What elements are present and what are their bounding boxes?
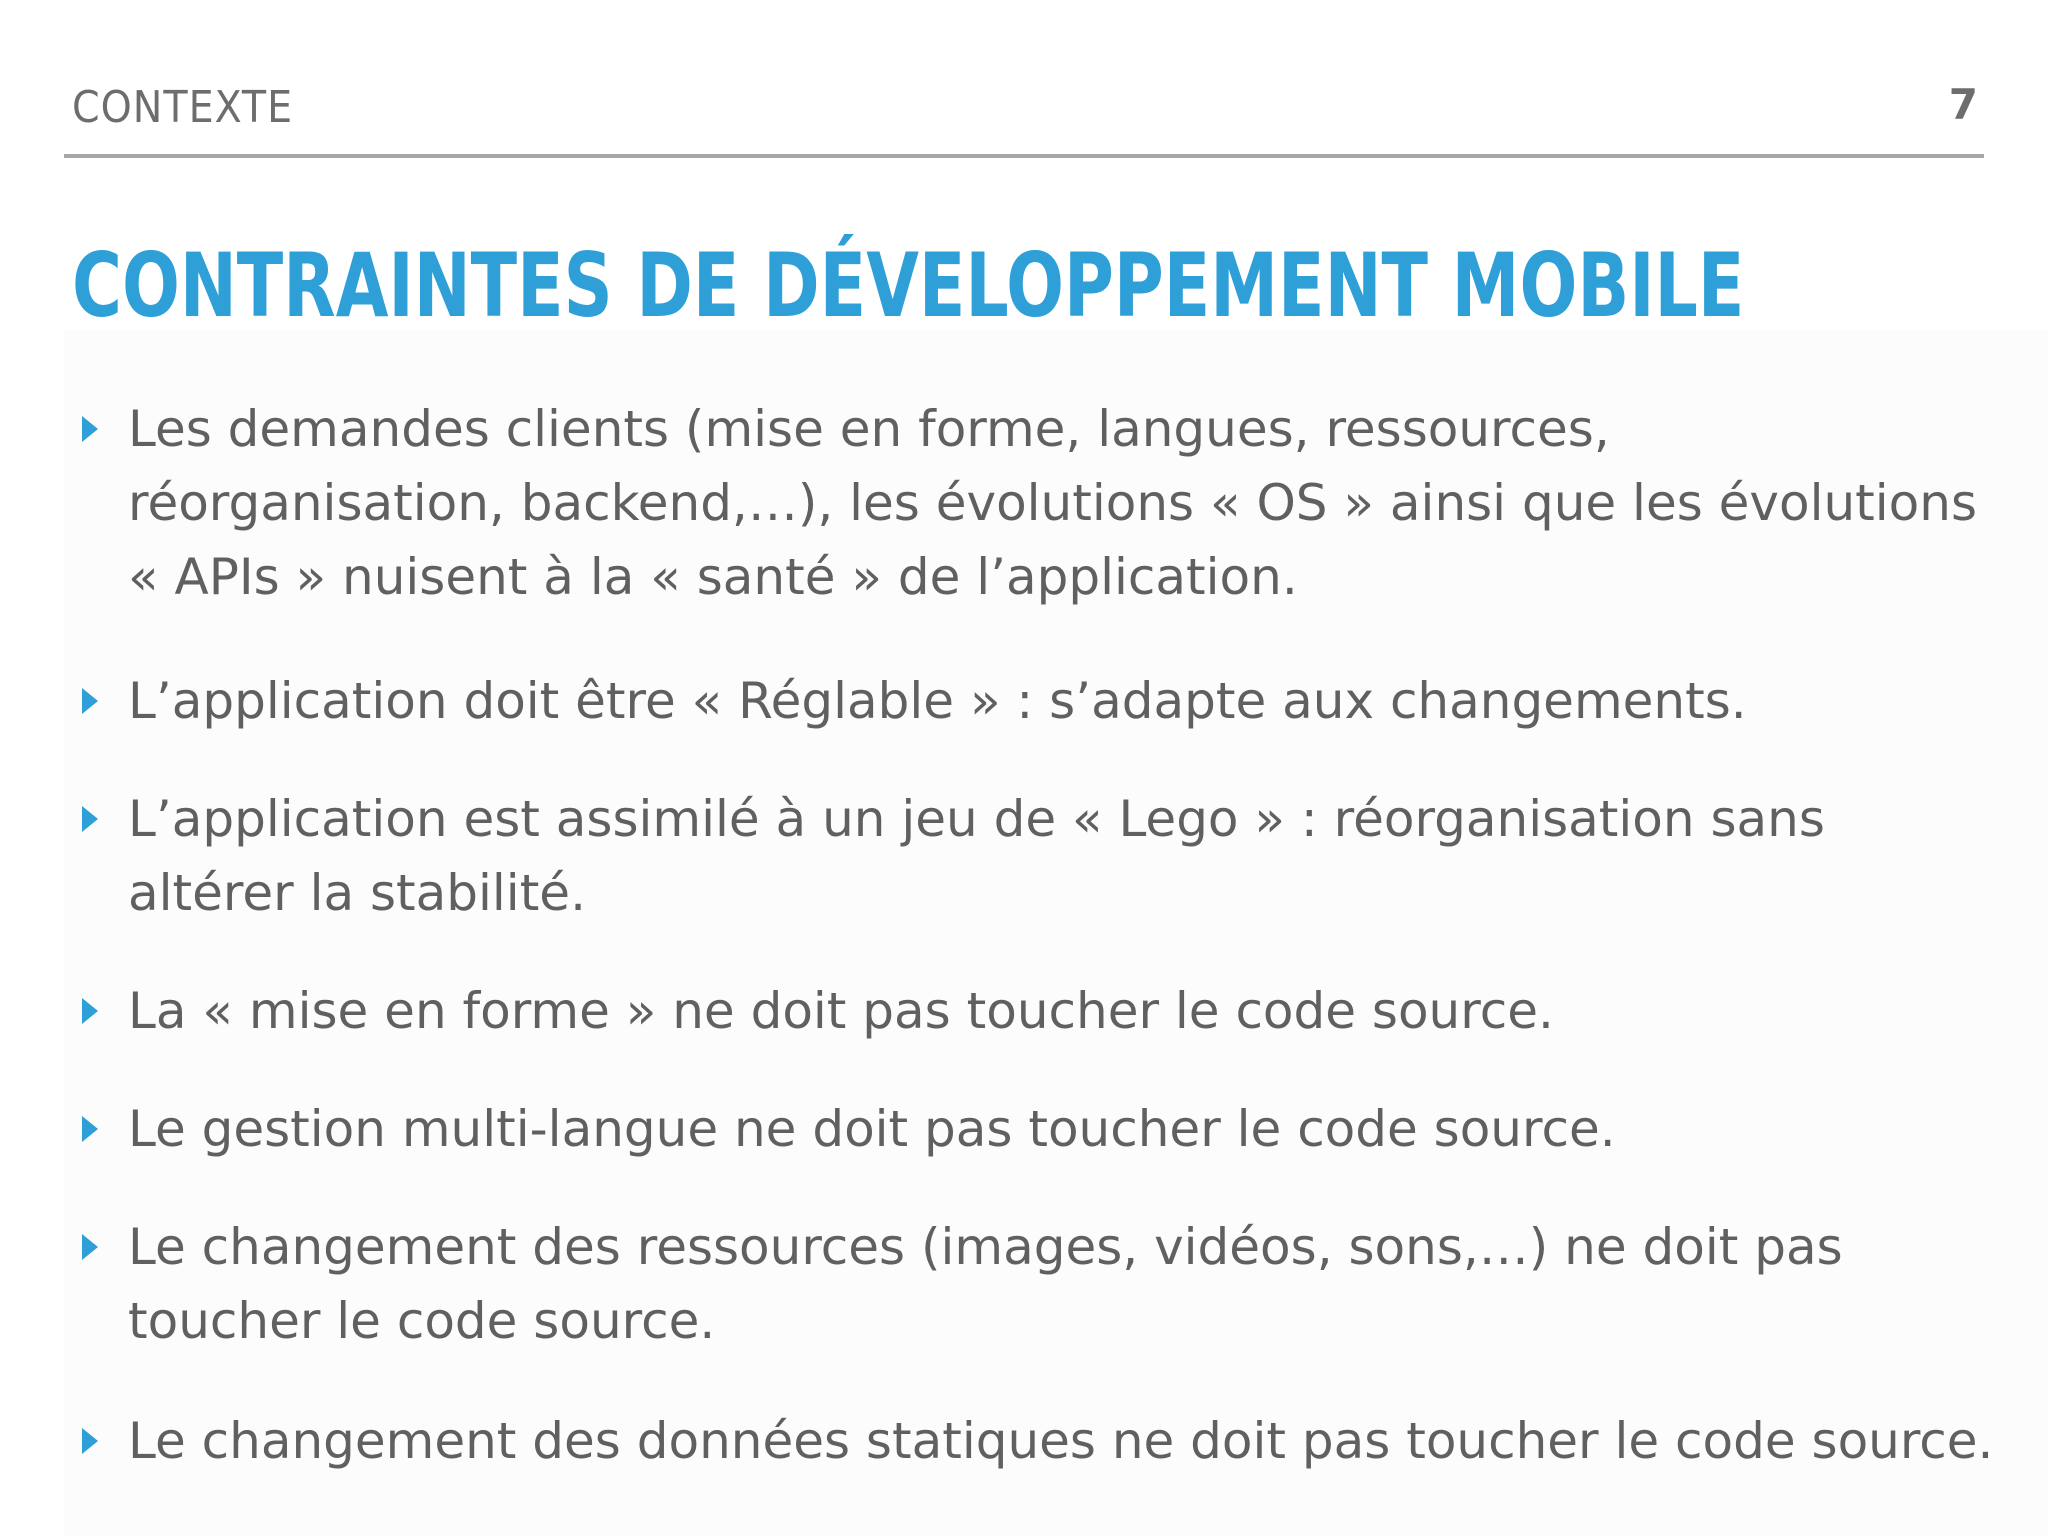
bullet-item bbox=[72, 664, 1992, 738]
triangle-right-icon bbox=[82, 1428, 98, 1454]
triangle-right-icon bbox=[82, 1234, 98, 1260]
header-divider bbox=[64, 154, 1984, 158]
bullet-text: L’application doit être « Réglable » : s’adapte aux changements. bbox=[128, 672, 1747, 730]
bullet-item bbox=[72, 1210, 1992, 1358]
triangle-right-icon bbox=[82, 998, 98, 1024]
section-label: CONTEXTE bbox=[72, 82, 294, 133]
bullet-item bbox=[72, 974, 1992, 1048]
slide-title: CONTRAINTES DE DÉVELOPPEMENT MOBILE bbox=[72, 234, 1745, 337]
bullet-item bbox=[72, 392, 1992, 614]
bullet-text: Le changement des ressources (images, vidéos, sons,…) ne doit pas toucher le code source. bbox=[128, 1218, 1843, 1350]
triangle-right-icon bbox=[82, 416, 98, 442]
page-number: 7 bbox=[1948, 80, 1978, 129]
triangle-right-icon bbox=[82, 806, 98, 832]
triangle-right-icon bbox=[82, 688, 98, 714]
bullet-text: Le changement des données statiques ne doit pas toucher le code source. bbox=[128, 1412, 1994, 1470]
bullet-item bbox=[72, 1092, 1992, 1166]
triangle-right-icon bbox=[82, 1116, 98, 1142]
bullet-text: Le gestion multi-langue ne doit pas toucher le code source. bbox=[128, 1100, 1616, 1158]
bullet-text: La « mise en forme » ne doit pas toucher le code source. bbox=[128, 982, 1554, 1040]
bullet-item bbox=[72, 1404, 1992, 1478]
bullet-item bbox=[72, 782, 1992, 930]
bullet-text: Les demandes clients (mise en forme, langues, ressources, réorganisation, backend,…), les évolutions « OS » ainsi que les évolutions « APIs » nuisent à la « santé » de l’application. bbox=[128, 400, 1977, 606]
bullet-text: L’application est assimilé à un jeu de « Lego » : réorganisation sans altérer la stabilité. bbox=[128, 790, 1825, 922]
